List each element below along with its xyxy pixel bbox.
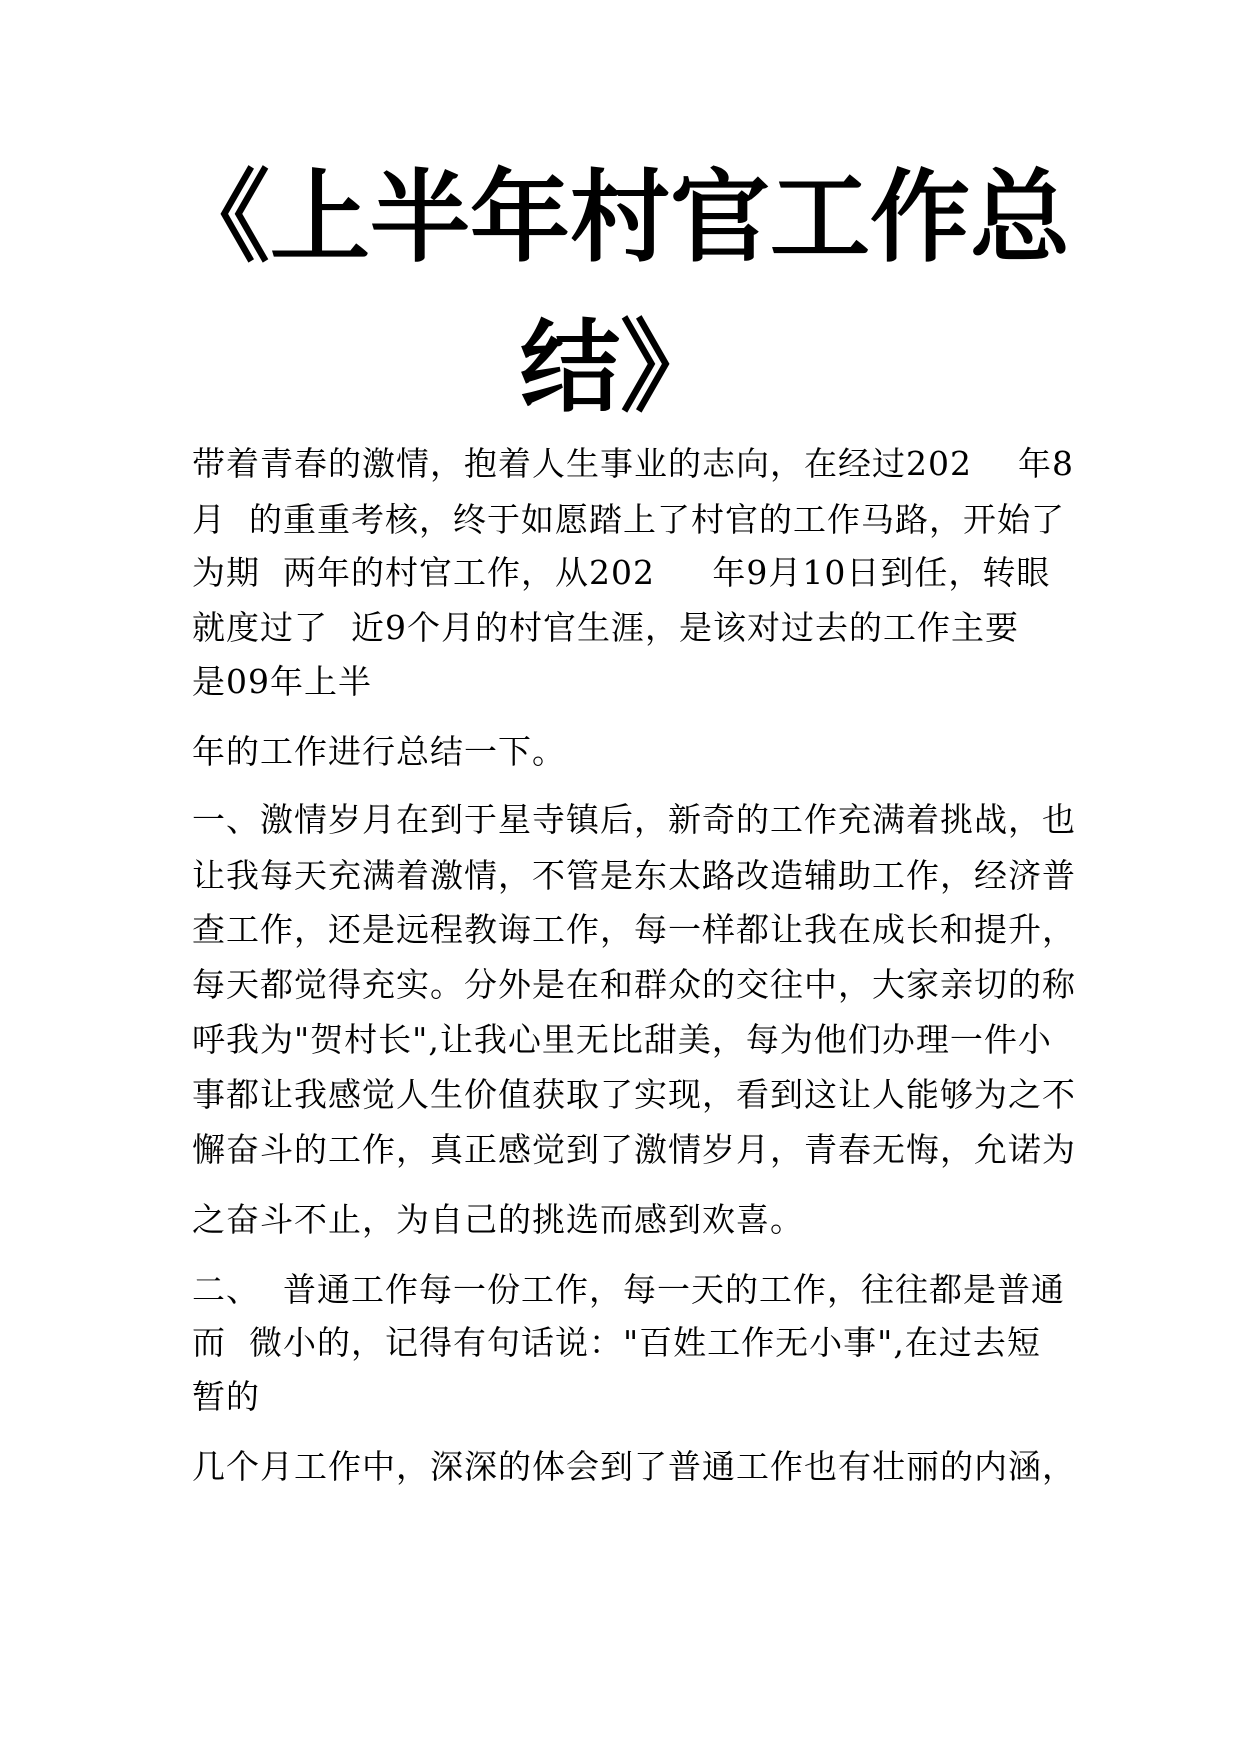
body-line: 之奋斗不止，为自己的挑选而感到欢喜。 (192, 1200, 804, 1239)
body-line: 暂的 (192, 1377, 260, 1416)
body-line: 一、激情岁月在到于星寺镇后，新奇的工作充满着挑战，也 (192, 800, 1076, 839)
body-line: 呼我为"贺村长",让我心里无比甜美，每为他们办理一件小 (192, 1020, 1052, 1059)
document-title-line-2: 结》 (520, 309, 720, 426)
body-line: 而 微小的，记得有句话说："百姓工作无小事",在过去短 (192, 1323, 1041, 1362)
body-line: 几个月工作中，深深的体会到了普通工作也有壮丽的内涵， (192, 1447, 1076, 1486)
body-line: 让我每天充满着激情，不管是东太路改造辅助工作，经济普 (192, 856, 1076, 895)
body-line: 懈奋斗的工作，真正感觉到了激情岁月，青春无悔，允诺为 (192, 1130, 1076, 1169)
body-line: 每天都觉得充实。分外是在和群众的交往中，大家亲切的称 (192, 965, 1076, 1004)
document-title-line-1: 《上半年村官工作总 (170, 159, 1070, 276)
body-line: 年的工作进行总结一下。 (192, 732, 566, 771)
body-line: 就度过了 近9个月的村官生涯，是该对过去的工作主要 (192, 608, 1019, 647)
body-line: 二、 普通工作每一份工作，每一天的工作，往往都是普通 (192, 1270, 1065, 1309)
body-line: 带着青春的激情，抱着人生事业的志向，在经过202 年8 (192, 444, 1074, 483)
body-line: 查工作，还是远程教诲工作，每一样都让我在成长和提升， (192, 910, 1076, 949)
body-line: 事都让我感觉人生价值获取了实现，看到这让人能够为之不 (192, 1075, 1076, 1114)
body-line: 月 的重重考核，终于如愿踏上了村官的工作马路，开始了 (192, 500, 1065, 539)
body-line: 是09年上半 (192, 662, 372, 701)
body-line: 为期 两年的村官工作，从202 年9月10日到任，转眼 (192, 553, 1051, 592)
